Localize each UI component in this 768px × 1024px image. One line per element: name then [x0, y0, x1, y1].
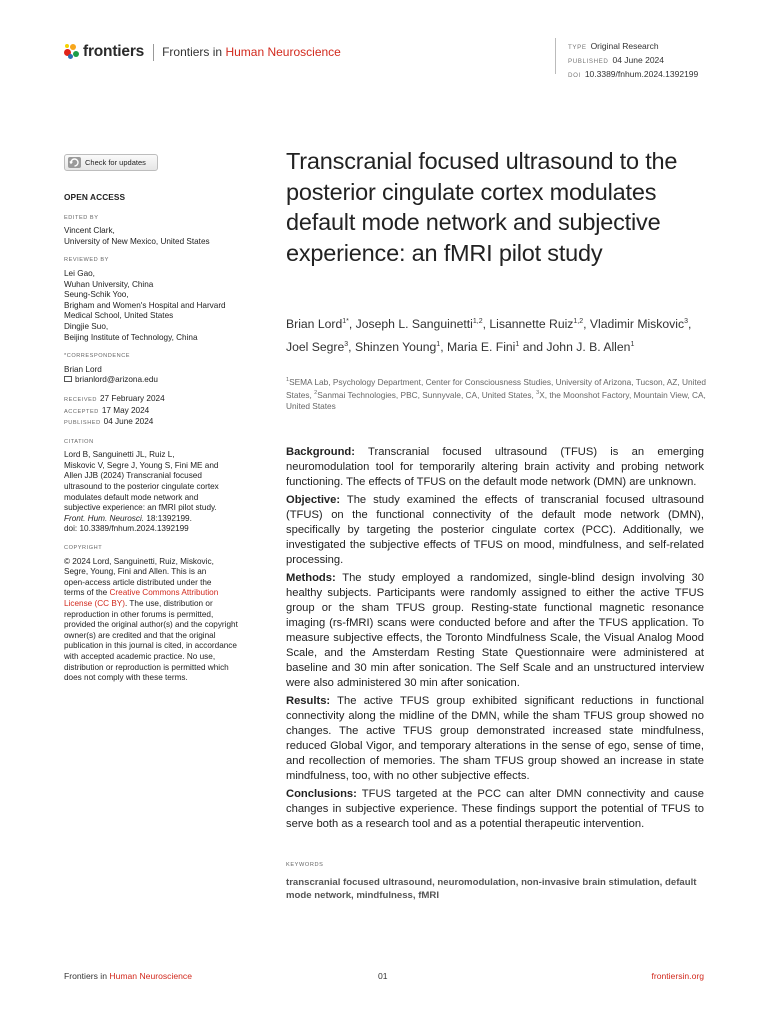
- published-date: 04 June 2024: [103, 417, 154, 427]
- reviewer-name: Seung-Schik Yoo,: [64, 290, 129, 300]
- abstract-section-label: Background:: [286, 446, 355, 458]
- refresh-icon: [68, 157, 81, 168]
- correspondence-email[interactable]: brianlord@arizona.edu: [75, 375, 158, 385]
- published-value: 04 June 2024: [612, 55, 665, 65]
- author[interactable]: Shinzen Young$^1$,: [354, 339, 447, 354]
- footer-journal[interactable]: [64, 971, 192, 981]
- author-sup: 1: [630, 340, 635, 348]
- copyright-terms: [64, 588, 244, 683]
- reviewer-affiliation: Beijing Institute of Technology, China: [64, 332, 198, 342]
- reviewer-affiliation: Brigham and Women's Hospital and Harvard: [64, 300, 226, 310]
- abstract-section-label: Conclusions:: [286, 788, 357, 800]
- meta-divider: [555, 38, 556, 74]
- citation-block: [64, 437, 254, 535]
- citation-text: modulates default mode network and: [64, 492, 199, 502]
- abstract-section-text: TFUS targeted at the PCC can alter DMN connectivity and cause changes in subjective experience. These findings support the potential of TFUS to serve both as a research tool and as a potential therapeutic intervention.: [286, 788, 704, 830]
- citation-text: Allen JJB (2024) Transcranial focused: [64, 471, 202, 481]
- abstract-section-text: The study employed a randomized, single-blind design involving 30 healthy subjects. Participants were randomly assigned to either the active TFUS group or the sham TFUS group. Resting-state functional magnetic resonance imaging (rs-fMRI) scans were conducted before and after the TFUS application. To measure subjective effects, the Toronto Mindfulness Scale, the Visual Analog Mood Scale, and the Amsterdam Resting State Questionnaire were administered at baseline and 30 min after sonication. The Self Scale and an unstructured interview were also administered 30 min after sonication.: [286, 572, 704, 689]
- author-name: Joseph L. Sanguinetti: [355, 317, 473, 332]
- frontiers-logo[interactable]: [64, 43, 341, 61]
- copyright-text: Segre, Young, Fini and Allen. This is an: [64, 567, 207, 577]
- editor-affiliation: University of New Mexico, United States: [64, 236, 210, 246]
- author-sup: 1: [515, 340, 520, 348]
- affiliation-text: X, the Moonshot Factory, Mountain View, CA, United States: [286, 389, 706, 411]
- journal-title: Human Neuroscience: [225, 45, 341, 59]
- abstract-methods: [286, 571, 704, 691]
- author-name: Shinzen Young: [354, 339, 437, 354]
- reviewed-by-block: [64, 255, 254, 343]
- footer-site-link[interactable]: frontiersin.org: [651, 971, 704, 981]
- open-access-label: OPEN ACCESS: [64, 192, 126, 202]
- reviewer-name: Lei Gao,: [64, 268, 95, 278]
- keywords-label: KEYWORDS: [286, 862, 324, 868]
- author-name: John J. B. Allen: [546, 339, 631, 354]
- abstract-section-label: Results:: [286, 695, 331, 707]
- footer-journal-name: Human Neuroscience: [109, 971, 193, 981]
- author-list: [286, 312, 716, 357]
- article-title: Transcranial focused ultrasound to the posterior cingulate cortex modulates default mode network and subjective experience: an fMRI pilot study: [286, 148, 678, 266]
- author-sup: 1,2: [472, 318, 483, 325]
- logo-divider: [153, 44, 154, 61]
- author-name: Vladimir Miskovic: [589, 317, 685, 332]
- journal-name[interactable]: [162, 45, 341, 59]
- correspondence-email-row[interactable]: [64, 375, 254, 386]
- footer-journal-prefix: Frontiers in: [64, 971, 107, 981]
- author-name: Brian Lord: [286, 317, 343, 332]
- author-name: Lisannette Ruiz: [489, 317, 574, 332]
- copyright-text: © 2024 Lord, Sanguinetti, Ruiz, Miskovic,: [64, 556, 214, 566]
- copyright-pre-link: terms of the: [64, 588, 110, 598]
- mail-icon: [64, 376, 72, 382]
- author-conjunction: and: [522, 339, 544, 354]
- author[interactable]: Joseph L. Sanguinetti$^{1,2}$,: [355, 317, 490, 332]
- abstract-section-text: The study examined the effects of transcranial focused ultrasound (TFUS) on the functional connectivity of the default mode network (DMN), specifically by targeting the posterior cingulate cortex (PCC). Additionally, we investigated the subjective effects of TFUS on mood, mindfulness, and self-related processing.: [286, 494, 704, 566]
- edited-by-label: EDITED BY: [64, 214, 99, 221]
- keywords: transcranial focused ultrasound, neuromodulation, non-invasive brain stimulation, default mode network, mindfulness, fMRI: [286, 877, 697, 901]
- abstract-background: [286, 445, 704, 490]
- type-label: TYPE: [568, 44, 587, 51]
- citation-journal: Front. Hum. Neurosci.: [64, 513, 145, 523]
- cc-by-license-link[interactable]: Creative Commons Attribution License (CC BY): [64, 588, 219, 608]
- reviewer-affiliation: Wuhan University, China: [64, 279, 154, 289]
- author-name: Joel Segre: [286, 339, 345, 354]
- page-number: 01: [378, 971, 388, 981]
- abstract-conclusions: [286, 787, 704, 832]
- check-updates-label: Check for updates: [85, 158, 146, 167]
- doi-label: DOI: [568, 72, 581, 79]
- journal-prefix: Frontiers in: [162, 45, 223, 59]
- abstract: [286, 445, 704, 835]
- affiliation-text: Sanmai Technologies, PBC, Sunnyvale, CA, United States,: [317, 389, 537, 400]
- abstract-section-text: The active TFUS group exhibited significant reductions in functional connectivity along the midline of the DMN, while the sham TFUS group showed no changes. The active TFUS group demonstrated increased state mindfulness, reduced Global Vigor, and temporary alterations in the sense of ego, sense of time, and recollection of memories. The sham TFUS group showed an increase in state mindfulness, too, with no other subjective effects.: [286, 695, 704, 782]
- abstract-objective: [286, 493, 704, 568]
- brand-name: frontiers: [83, 43, 145, 60]
- author[interactable]: Lisannette Ruiz$^{1,2}$,: [489, 317, 590, 332]
- citation-text: Miskovic V, Segre J, Young S, Fini ME and: [64, 460, 219, 470]
- reviewer-name: Dingjie Suo,: [64, 321, 109, 331]
- abstract-results: [286, 694, 704, 784]
- abstract-section-label: Objective:: [286, 494, 341, 506]
- author-sup: 1,2: [573, 318, 584, 325]
- dates-block: [64, 394, 254, 429]
- doi-value[interactable]: 10.3389/fnhum.2024.1392199: [584, 69, 699, 79]
- author[interactable]: Brian Lord$^{1*}$,: [286, 317, 356, 332]
- author-sup: 3: [344, 340, 349, 348]
- author-sup: 3: [684, 318, 688, 325]
- edited-by-block: [64, 213, 254, 248]
- author-sup: 1: [436, 340, 441, 348]
- accepted-label: ACCEPTED: [64, 408, 99, 415]
- affiliations: [286, 375, 716, 412]
- sidebar: [64, 192, 254, 692]
- correspondence-name: Brian Lord: [64, 364, 102, 374]
- type-value: Original Research: [590, 41, 659, 51]
- published-label: PUBLISHED: [64, 420, 101, 427]
- citation-text: ultrasound to the posterior cingulate cortex: [64, 482, 219, 492]
- received-date: 27 February 2024: [100, 393, 165, 403]
- affiliation-sup: 3: [536, 389, 540, 396]
- author-name: Maria E. Fini: [446, 339, 516, 354]
- copyright-block: [64, 543, 254, 684]
- check-for-updates-button[interactable]: [64, 154, 158, 171]
- accepted-date: 17 May 2024: [101, 405, 150, 415]
- citation-label: CITATION: [64, 438, 94, 445]
- article-meta: [568, 40, 698, 82]
- citation-text: Lord B, Sanguinetti JL, Ruiz L,: [64, 450, 175, 460]
- abstract-section-text: Transcranial focused ultrasound (TFUS) is an emerging neuromodulation tool for temporarily altering brain activity and probing network functioning. The effects of TFUS on the default mode network (DMN) are unknown.: [286, 446, 704, 488]
- affiliation-text: SEMA Lab, Psychology Department, Center for Consciousness Studies, University of Arizona, Tucson, AZ, United States,: [286, 376, 706, 400]
- correspondence-block: [64, 351, 254, 386]
- author[interactable]: [447, 340, 519, 354]
- author[interactable]: Vladimir Miskovic$^3$,: [589, 317, 692, 332]
- affiliation-sup: 2: [314, 389, 318, 396]
- author[interactable]: Joel Segre$^3$,: [286, 339, 355, 354]
- frontiers-logo-icon: [64, 44, 80, 60]
- citation-doi[interactable]: doi: 10.3389/fnhum.2024.1392199: [64, 524, 189, 534]
- received-label: RECEIVED: [64, 396, 97, 403]
- editor-name: Vincent Clark,: [64, 226, 115, 236]
- author-sup: 1*: [342, 318, 349, 325]
- reviewer-affiliation: Medical School, United States: [64, 311, 174, 321]
- author[interactable]: [546, 340, 634, 354]
- abstract-section-label: Methods:: [286, 572, 336, 584]
- reviewed-by-label: REVIEWED BY: [64, 257, 109, 264]
- citation-volume: 18:1392199.: [144, 513, 192, 523]
- copyright-label: COPYRIGHT: [64, 545, 103, 552]
- citation-text: subjective experience: an fMRI pilot study.: [64, 503, 217, 513]
- published-label: PUBLISHED: [568, 58, 609, 65]
- copyright-rest: . The use, distribution or reproduction in other forums is permitted, provided the original author(s) and the copyright owner(s) are credited and that the original publication in this journal is cited, in accordance with accepted academic practice. No use, distribution or reproduction is permitted which does not comply with these terms.: [64, 599, 238, 683]
- affiliation-sup: 1: [286, 377, 290, 383]
- correspondence-label: *CORRESPONDENCE: [64, 353, 131, 360]
- copyright-text: open-access article distributed under the: [64, 577, 212, 587]
